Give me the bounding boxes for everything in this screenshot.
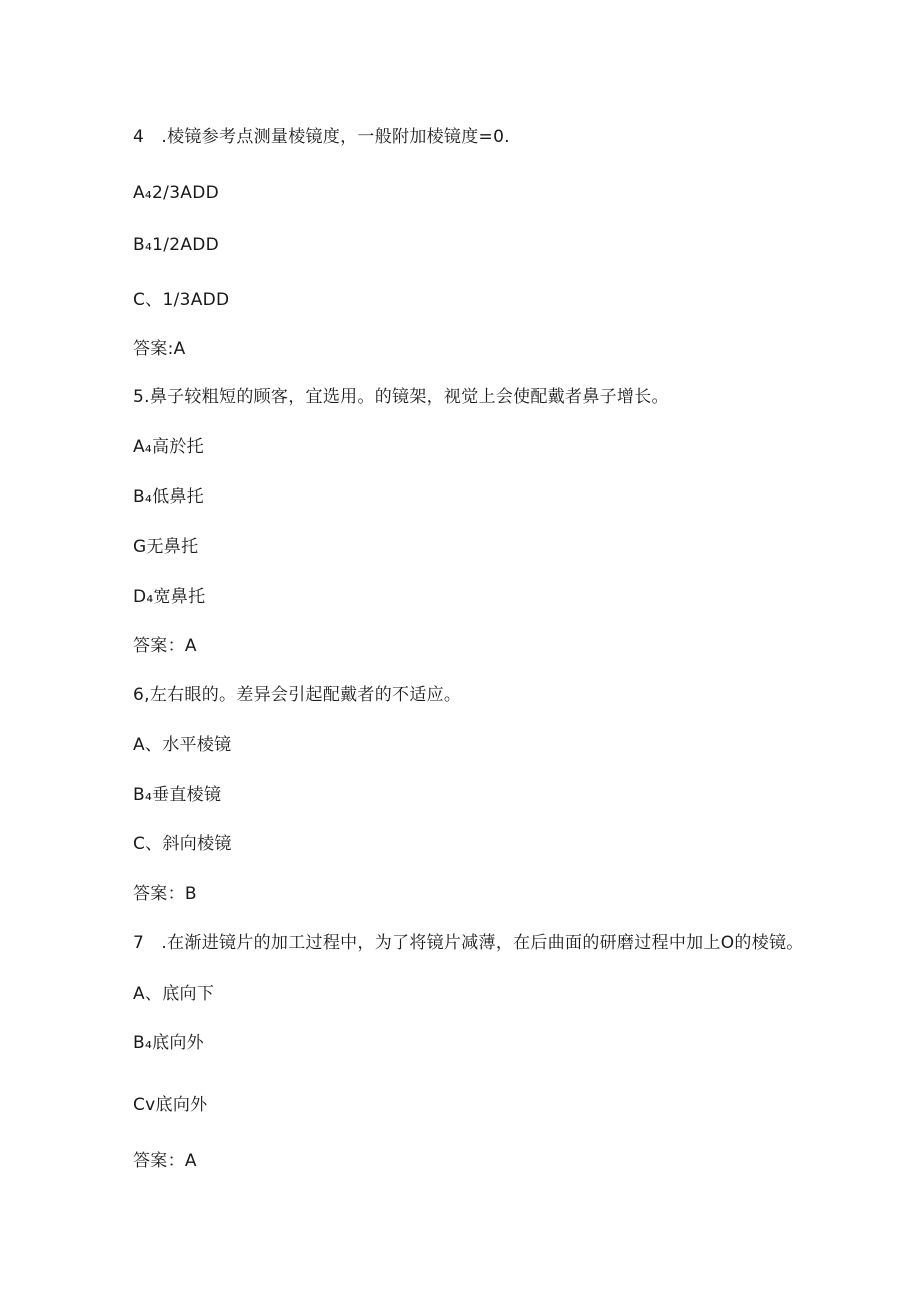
question-6-answer: 答案：B — [133, 884, 197, 904]
question-4-option-c: C、1/3ADD — [133, 290, 230, 310]
question-6-stem: 6,左右眼的。差异会引起配戴者的不适应。 — [133, 685, 462, 705]
question-4-option-a: A₄2/3ADD — [133, 183, 220, 203]
question-6-option-b: B₄垂直棱镜 — [133, 785, 222, 805]
question-6-option-a: A、水平棱镜 — [133, 735, 232, 755]
question-4-answer: 答案:A — [133, 339, 186, 359]
question-5-answer: 答案：A — [133, 636, 197, 656]
question-5-option-a: A₄高於托 — [133, 437, 204, 457]
question-7-option-b: B₄底向外 — [133, 1033, 204, 1053]
question-5-option-c: G无鼻托 — [133, 537, 199, 557]
question-7-answer: 答案：A — [133, 1151, 197, 1171]
question-5-option-b: B₄低鼻托 — [133, 487, 204, 507]
question-5-stem: 5.鼻子较粗短的顾客，宜选用。的镜架，视觉上会使配戴者鼻子增长。 — [133, 387, 669, 407]
question-7-option-c: Cv底向外 — [133, 1095, 208, 1115]
question-7-stem: 7 .在渐进镜片的加工过程中，为了将镜片减薄，在后曲面的研磨过程中加上O的棱镜。 — [133, 933, 804, 953]
question-4-stem: 4 .棱镜参考点测量棱镜度，一般附加棱镜度=0. — [133, 127, 510, 147]
question-7-option-a: A、底向下 — [133, 984, 215, 1004]
question-5-option-d: D₄宽鼻托 — [133, 587, 206, 607]
question-6-option-c: C、斜向棱镜 — [133, 834, 232, 854]
question-4-option-b: B₄1/2ADD — [133, 235, 220, 255]
